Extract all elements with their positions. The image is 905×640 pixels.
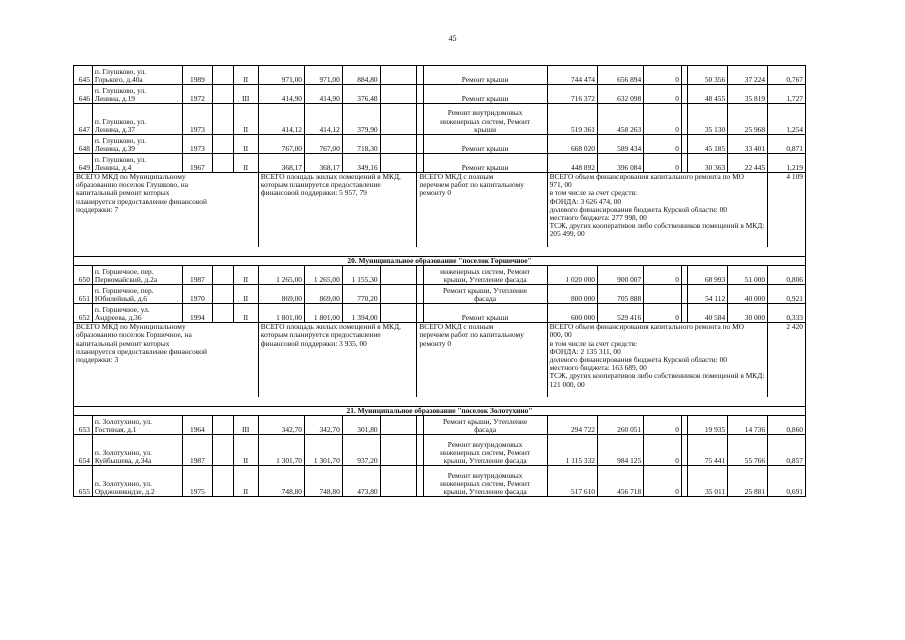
address-cell xyxy=(92,435,182,466)
area-living: 368,17 xyxy=(305,154,343,173)
summary-full-works xyxy=(417,323,547,397)
summary-line: ВСЕГО объем финансирования капитального ремонта по МО xyxy=(549,322,744,332)
address-line: Ленина, д.4 xyxy=(94,162,132,172)
cost-local: 54 112 xyxy=(688,285,728,304)
address-line: п. Горшечное, ул. xyxy=(94,304,150,314)
unit-cost: 0,871 xyxy=(768,135,806,154)
cost-oblast: 0 xyxy=(644,304,682,323)
empty-cell xyxy=(212,85,233,104)
unit-cost: 0,333 xyxy=(768,304,806,323)
address-cell xyxy=(92,285,182,304)
address-line: п. Горшечное, пер. xyxy=(94,266,154,276)
build-year: 1973 xyxy=(183,135,212,154)
cost-total: 448 892 xyxy=(547,154,597,173)
cost-total: 1 115 332 xyxy=(547,435,597,466)
empty-cell xyxy=(212,66,233,85)
capital-repair-table xyxy=(73,65,806,497)
unit-cost: 0,860 xyxy=(768,416,806,435)
cost-total: 800 000 xyxy=(547,285,597,304)
summary-line: в том числе за счет средств: xyxy=(549,188,638,198)
area-total: 869,00 xyxy=(258,285,304,304)
unit-cost: 0,767 xyxy=(768,66,806,85)
table-row xyxy=(74,85,806,104)
summary-line: ВСЕГО МКД по Муниципальному xyxy=(76,172,186,181)
cost-fund: 456 718 xyxy=(597,466,643,497)
building-class: II xyxy=(233,266,258,285)
work-line: Ремонт крыши xyxy=(461,143,509,153)
area-residential: 1 155,30 xyxy=(342,266,380,285)
work-type xyxy=(423,266,547,285)
area-residential: 884,80 xyxy=(342,66,380,85)
empty-cell xyxy=(380,416,417,435)
area-total: 414,90 xyxy=(258,85,304,104)
area-living: 414,12 xyxy=(305,104,343,135)
area-total: 1 265,00 xyxy=(258,266,304,285)
section-title: 21. Муниципальное образование "поселок Золотухино" xyxy=(74,407,806,416)
summary-line: которым планируется предоставление xyxy=(260,180,381,190)
work-type xyxy=(423,435,547,466)
empty-cell xyxy=(380,285,417,304)
table-row xyxy=(74,416,806,435)
area-residential: 473,80 xyxy=(342,466,380,497)
unit-cost: 0,691 xyxy=(768,466,806,497)
cost-oblast: 0 xyxy=(644,416,682,435)
cost-fund: 900 007 xyxy=(597,266,643,285)
unit-cost: 0,857 xyxy=(768,435,806,466)
work-type xyxy=(423,154,547,173)
work-type xyxy=(423,416,547,435)
summary-line: поддержки: 3 xyxy=(76,355,119,365)
summary-line: местного бюджета: 163 689, 00 xyxy=(549,363,647,373)
cost-local: 50 356 xyxy=(688,66,728,85)
page-number: 45 xyxy=(448,34,457,43)
cost-local: 68 993 xyxy=(688,266,728,285)
area-residential: 349,16 xyxy=(342,154,380,173)
summary-line: ФОНДА: 3 626 474, 00 xyxy=(549,196,622,206)
summary-line: в том числе за счет средств: xyxy=(549,338,638,348)
summary-line: перечнем работ по капитальному xyxy=(419,330,524,340)
summary-area xyxy=(258,173,417,247)
cost-local: 45 185 xyxy=(688,135,728,154)
cost-fund: 396 084 xyxy=(597,154,643,173)
building-class: II xyxy=(233,66,258,85)
empty-cell xyxy=(380,85,417,104)
area-total: 767,00 xyxy=(258,135,304,154)
address-cell xyxy=(92,66,182,85)
work-type xyxy=(423,66,547,85)
address-line: п. Золотухино, ул. xyxy=(94,479,152,488)
work-line: фасада xyxy=(474,425,496,435)
cost-local: 35 130 xyxy=(688,104,728,135)
cost-fund: 632 098 xyxy=(597,85,643,104)
address-cell xyxy=(92,104,182,135)
row-number: 647 xyxy=(74,104,93,135)
cost-total: 600 000 xyxy=(547,304,597,323)
section-header-row xyxy=(74,257,806,266)
address-line: п. Золотухино, ул. xyxy=(94,417,152,426)
cost-oblast: 0 xyxy=(644,85,682,104)
cost-owners: 14 736 xyxy=(728,416,768,435)
building-class: II xyxy=(233,135,258,154)
work-line: крыши xyxy=(474,124,497,134)
address-cell xyxy=(92,304,182,323)
area-living: 748,80 xyxy=(305,466,343,497)
area-residential: 1 394,00 xyxy=(342,304,380,323)
empty-cell xyxy=(380,104,417,135)
summary-line: ВСЕГО объем финансирования капитального ремонта по МО xyxy=(549,172,744,181)
summary-line: ВСЕГО МКД с полным xyxy=(419,172,494,181)
section-title: 20. Муниципальное образование "поселок Горшечное" xyxy=(74,257,806,266)
work-line: Ремонт крыши, Утепление xyxy=(443,417,528,426)
summary-line: ВСЕГО площадь жилых помещений в МКД, xyxy=(260,172,401,181)
build-year: 1964 xyxy=(183,416,212,435)
summary-area xyxy=(258,323,417,397)
table-row xyxy=(74,435,806,466)
cost-fund: 529 416 xyxy=(597,304,643,323)
work-line: Ремонт крыши, Утепление xyxy=(443,285,528,295)
table-row xyxy=(74,154,806,173)
summary-line: образованию поселок Горшечное, на xyxy=(76,330,192,340)
area-residential: 937,20 xyxy=(342,435,380,466)
work-line: инженерных систем, Ремонт xyxy=(440,479,531,488)
summary-line: поддержки: 7 xyxy=(76,204,119,214)
table-row xyxy=(74,266,806,285)
summary-line: планируется предоставление финансовой xyxy=(76,346,207,356)
area-total: 368,17 xyxy=(258,154,304,173)
summary-line: ТСЖ, других кооперативов либо собственников помещений в МКД: xyxy=(549,221,765,231)
area-total: 414,12 xyxy=(258,104,304,135)
empty-cell xyxy=(380,266,417,285)
area-living: 414,90 xyxy=(305,85,343,104)
summary-line: 121 000, 00 xyxy=(549,379,585,389)
address-cell xyxy=(92,135,182,154)
cost-oblast: 0 xyxy=(644,135,682,154)
address-line: п. Горшечное, пер. xyxy=(94,285,154,295)
cost-fund: 705 888 xyxy=(597,285,643,304)
summary-line: долевого финансирования бюджета Курской области: 00 xyxy=(549,204,727,214)
work-line: крыши, Утепление фасада xyxy=(443,275,527,284)
empty-cell xyxy=(380,435,417,466)
build-year: 1970 xyxy=(183,285,212,304)
work-line: фасада xyxy=(474,294,496,303)
area-residential: 301,80 xyxy=(342,416,380,435)
address-line: п. Глушково, ул. xyxy=(94,154,146,164)
cost-oblast: 0 xyxy=(644,435,682,466)
row-number: 652 xyxy=(74,304,93,323)
empty-cell xyxy=(74,397,806,407)
cost-oblast: 0 xyxy=(644,466,682,497)
build-year: 1967 xyxy=(183,154,212,173)
cost-fund: 984 125 xyxy=(597,435,643,466)
building-class: II xyxy=(233,435,258,466)
area-living: 1 265,00 xyxy=(305,266,343,285)
cost-owners: 51 000 xyxy=(728,266,768,285)
empty-cell xyxy=(212,285,233,304)
building-class: II xyxy=(233,154,258,173)
area-living: 1 801,00 xyxy=(305,304,343,323)
area-total: 748,80 xyxy=(258,466,304,497)
address-line: Горького, д.40а xyxy=(94,74,143,84)
cost-local: 48 455 xyxy=(688,85,728,104)
cost-local: 40 584 xyxy=(688,304,728,323)
address-cell xyxy=(92,416,182,435)
summary-buildings xyxy=(74,323,259,397)
build-year: 1994 xyxy=(183,304,212,323)
empty-cell xyxy=(380,154,417,173)
work-line: Ремонт крыши xyxy=(461,74,509,84)
summary-financing xyxy=(547,323,768,397)
building-class: II xyxy=(233,285,258,304)
summary-line: ремонту 0 xyxy=(419,188,452,198)
work-type xyxy=(423,466,547,497)
cost-total: 744 474 xyxy=(547,66,597,85)
work-type xyxy=(423,285,547,304)
cost-owners: 22 445 xyxy=(728,154,768,173)
cost-oblast xyxy=(644,285,682,304)
empty-cell xyxy=(380,135,417,154)
empty-cell xyxy=(74,247,806,257)
summary-line: ремонту 0 xyxy=(419,338,452,348)
cost-owners: 40 000 xyxy=(728,285,768,304)
unit-cost: 1,727 xyxy=(768,85,806,104)
address-line: Ленина, д.37 xyxy=(94,124,135,134)
address-line: п. Глушково, ул. xyxy=(94,135,146,145)
summary-financing xyxy=(547,173,768,247)
build-year: 1987 xyxy=(183,266,212,285)
section-header-row xyxy=(74,407,806,416)
summary-blank-row xyxy=(74,247,806,257)
summary-buildings xyxy=(74,173,259,247)
cost-total: 668 020 xyxy=(547,135,597,154)
area-living: 971,00 xyxy=(305,66,343,85)
empty-cell xyxy=(212,304,233,323)
summary-line: 205 499, 00 xyxy=(549,229,585,239)
row-number: 654 xyxy=(74,435,93,466)
cost-fund: 458 263 xyxy=(597,104,643,135)
area-residential: 770,20 xyxy=(342,285,380,304)
cost-owners: 35 819 xyxy=(728,85,768,104)
work-line: Ремонт крыши xyxy=(461,162,509,172)
address-line: Ленина, д.19 xyxy=(94,93,135,103)
summary-line: ВСЕГО площадь жилых помещений в МКД, xyxy=(260,322,401,332)
address-line: п. Глушково, ул. xyxy=(94,66,146,76)
building-class: II xyxy=(233,104,258,135)
area-living: 767,00 xyxy=(305,135,343,154)
cost-fund: 589 434 xyxy=(597,135,643,154)
build-year: 1987 xyxy=(183,435,212,466)
building-class: III xyxy=(233,85,258,104)
cost-oblast: 0 xyxy=(644,104,682,135)
area-living: 1 301,70 xyxy=(305,435,343,466)
work-type xyxy=(423,304,547,323)
row-number: 645 xyxy=(74,66,93,85)
work-line: Ремонт крыши xyxy=(461,313,509,322)
cost-local: 30 363 xyxy=(688,154,728,173)
unit-cost: 0,806 xyxy=(768,266,806,285)
area-residential: 379,90 xyxy=(342,104,380,135)
empty-cell xyxy=(380,66,417,85)
summary-line: которым планируется предоставление xyxy=(260,330,381,340)
unit-cost: 0,921 xyxy=(768,285,806,304)
work-line: Ремонт внутридомовых xyxy=(447,470,523,480)
cost-owners: 37 224 xyxy=(728,66,768,85)
address-line: Орджоникидзе, д.2 xyxy=(94,487,155,497)
address-line: Гостиная, д.1 xyxy=(94,425,137,435)
row-number: 655 xyxy=(74,466,93,497)
area-total: 1 301,70 xyxy=(258,435,304,466)
row-number: 648 xyxy=(74,135,93,154)
unit-cost: 1,254 xyxy=(768,104,806,135)
row-number: 651 xyxy=(74,285,93,304)
summary-line: перечнем работ по капитальному xyxy=(419,180,524,190)
summary-total-right: 2 420 xyxy=(768,323,806,397)
address-cell xyxy=(92,85,182,104)
address-line: Куйбышева, д.34а xyxy=(94,456,152,466)
area-total: 342,70 xyxy=(258,416,304,435)
summary-line: ВСЕГО МКД по Муниципальному xyxy=(76,322,186,332)
address-line: п. Глушково, ул. xyxy=(94,85,146,95)
cost-total: 519 361 xyxy=(547,104,597,135)
summary-blank-row xyxy=(74,397,806,407)
work-type xyxy=(423,135,547,154)
work-line: инженерных систем, Ремонт xyxy=(440,266,531,276)
build-year: 1972 xyxy=(183,85,212,104)
building-class: II xyxy=(233,466,258,497)
table-row xyxy=(74,285,806,304)
work-type xyxy=(423,104,547,135)
empty-cell xyxy=(212,466,233,497)
summary-full-works xyxy=(417,173,547,247)
address-line: Ленина, д.39 xyxy=(94,143,135,153)
summary-line: ФОНДА: 2 135 311, 00 xyxy=(549,346,621,356)
summary-row xyxy=(74,323,806,397)
empty-cell xyxy=(212,416,233,435)
build-year: 1975 xyxy=(183,466,212,497)
address-cell xyxy=(92,154,182,173)
unit-cost: 1,219 xyxy=(768,154,806,173)
summary-line: капитальный ремонт которых xyxy=(76,188,170,198)
work-line: Ремонт крыши xyxy=(461,93,509,103)
summary-line: ТСЖ, других кооперативов либо собственников помещений в МКД: xyxy=(549,371,765,381)
summary-line: ВСЕГО МКД с полным xyxy=(419,322,494,332)
summary-line: финансовой поддержки: 3 935, 00 xyxy=(260,338,367,348)
summary-line: местного бюджета: 277 998, 00 xyxy=(549,213,647,223)
cost-owners: 25 881 xyxy=(728,466,768,497)
area-total: 1 801,00 xyxy=(258,304,304,323)
summary-line: долевого финансирования бюджета Курской области: 00 xyxy=(549,355,727,365)
build-year: 1973 xyxy=(183,104,212,135)
cost-total: 1 020 000 xyxy=(547,266,597,285)
building-class: II xyxy=(233,304,258,323)
empty-cell xyxy=(380,304,417,323)
summary-line: 000, 00 xyxy=(549,330,572,340)
address-line: Юбилейный, д.6 xyxy=(94,294,148,303)
address-line: п. Золотухино, ул. xyxy=(94,448,152,457)
summary-total-right: 4 109 xyxy=(768,173,806,247)
cost-local: 35 011 xyxy=(688,466,728,497)
work-type xyxy=(423,85,547,104)
summary-line: финансовой поддержки: 5 957, 79 xyxy=(260,188,367,198)
address-line: Первомайский, д.2а xyxy=(94,275,158,284)
summary-row xyxy=(74,173,806,247)
empty-cell xyxy=(212,435,233,466)
summary-line: планируется предоставление финансовой xyxy=(76,196,207,206)
cost-owners: 25 968 xyxy=(728,104,768,135)
cost-total: 294 722 xyxy=(547,416,597,435)
table-row xyxy=(74,104,806,135)
cost-total: 517 610 xyxy=(547,466,597,497)
summary-line: 971, 00 xyxy=(549,180,572,190)
area-total: 971,00 xyxy=(258,66,304,85)
empty-cell xyxy=(212,135,233,154)
build-year: 1989 xyxy=(183,66,212,85)
cost-owners: 55 766 xyxy=(728,435,768,466)
table-row xyxy=(74,135,806,154)
address-line: Андреева, д.36 xyxy=(94,313,142,322)
area-living: 342,70 xyxy=(305,416,343,435)
cost-oblast: 0 xyxy=(644,154,682,173)
work-line: инженерных систем, Ремонт xyxy=(440,116,531,126)
summary-line: капитальный ремонт которых xyxy=(76,338,170,348)
area-residential: 376,48 xyxy=(342,85,380,104)
cost-oblast: 0 xyxy=(644,266,682,285)
row-number: 650 xyxy=(74,266,93,285)
address-cell xyxy=(92,466,182,497)
area-residential: 718,30 xyxy=(342,135,380,154)
cost-local: 75 441 xyxy=(688,435,728,466)
cost-owners: 33 401 xyxy=(728,135,768,154)
work-line: инженерных систем, Ремонт xyxy=(440,448,531,457)
building-class: III xyxy=(233,416,258,435)
summary-line: образованию поселок Глушково, на xyxy=(76,180,189,190)
address-line: п. Глушково, ул. xyxy=(94,116,146,126)
table-row xyxy=(74,66,806,85)
row-number: 653 xyxy=(74,416,93,435)
cost-local: 19 935 xyxy=(688,416,728,435)
cost-fund: 656 894 xyxy=(597,66,643,85)
area-living: 869,00 xyxy=(305,285,343,304)
row-number: 646 xyxy=(74,85,93,104)
work-line: крыши, Утепление фасада xyxy=(443,456,527,466)
empty-cell xyxy=(212,104,233,135)
work-line: крыши, Утепление фасада xyxy=(443,487,527,497)
empty-cell xyxy=(380,466,417,497)
row-number: 649 xyxy=(74,154,93,173)
empty-cell xyxy=(212,154,233,173)
cost-fund: 260 051 xyxy=(597,416,643,435)
cost-total: 716 372 xyxy=(547,85,597,104)
work-line: Ремонт внутридомовых xyxy=(447,439,523,449)
work-line: Ремонт внутридомовых xyxy=(447,108,523,118)
empty-cell xyxy=(212,266,233,285)
address-cell xyxy=(92,266,182,285)
cost-owners: 30 000 xyxy=(728,304,768,323)
table-row xyxy=(74,304,806,323)
table-row xyxy=(74,466,806,497)
cost-oblast: 0 xyxy=(644,66,682,85)
